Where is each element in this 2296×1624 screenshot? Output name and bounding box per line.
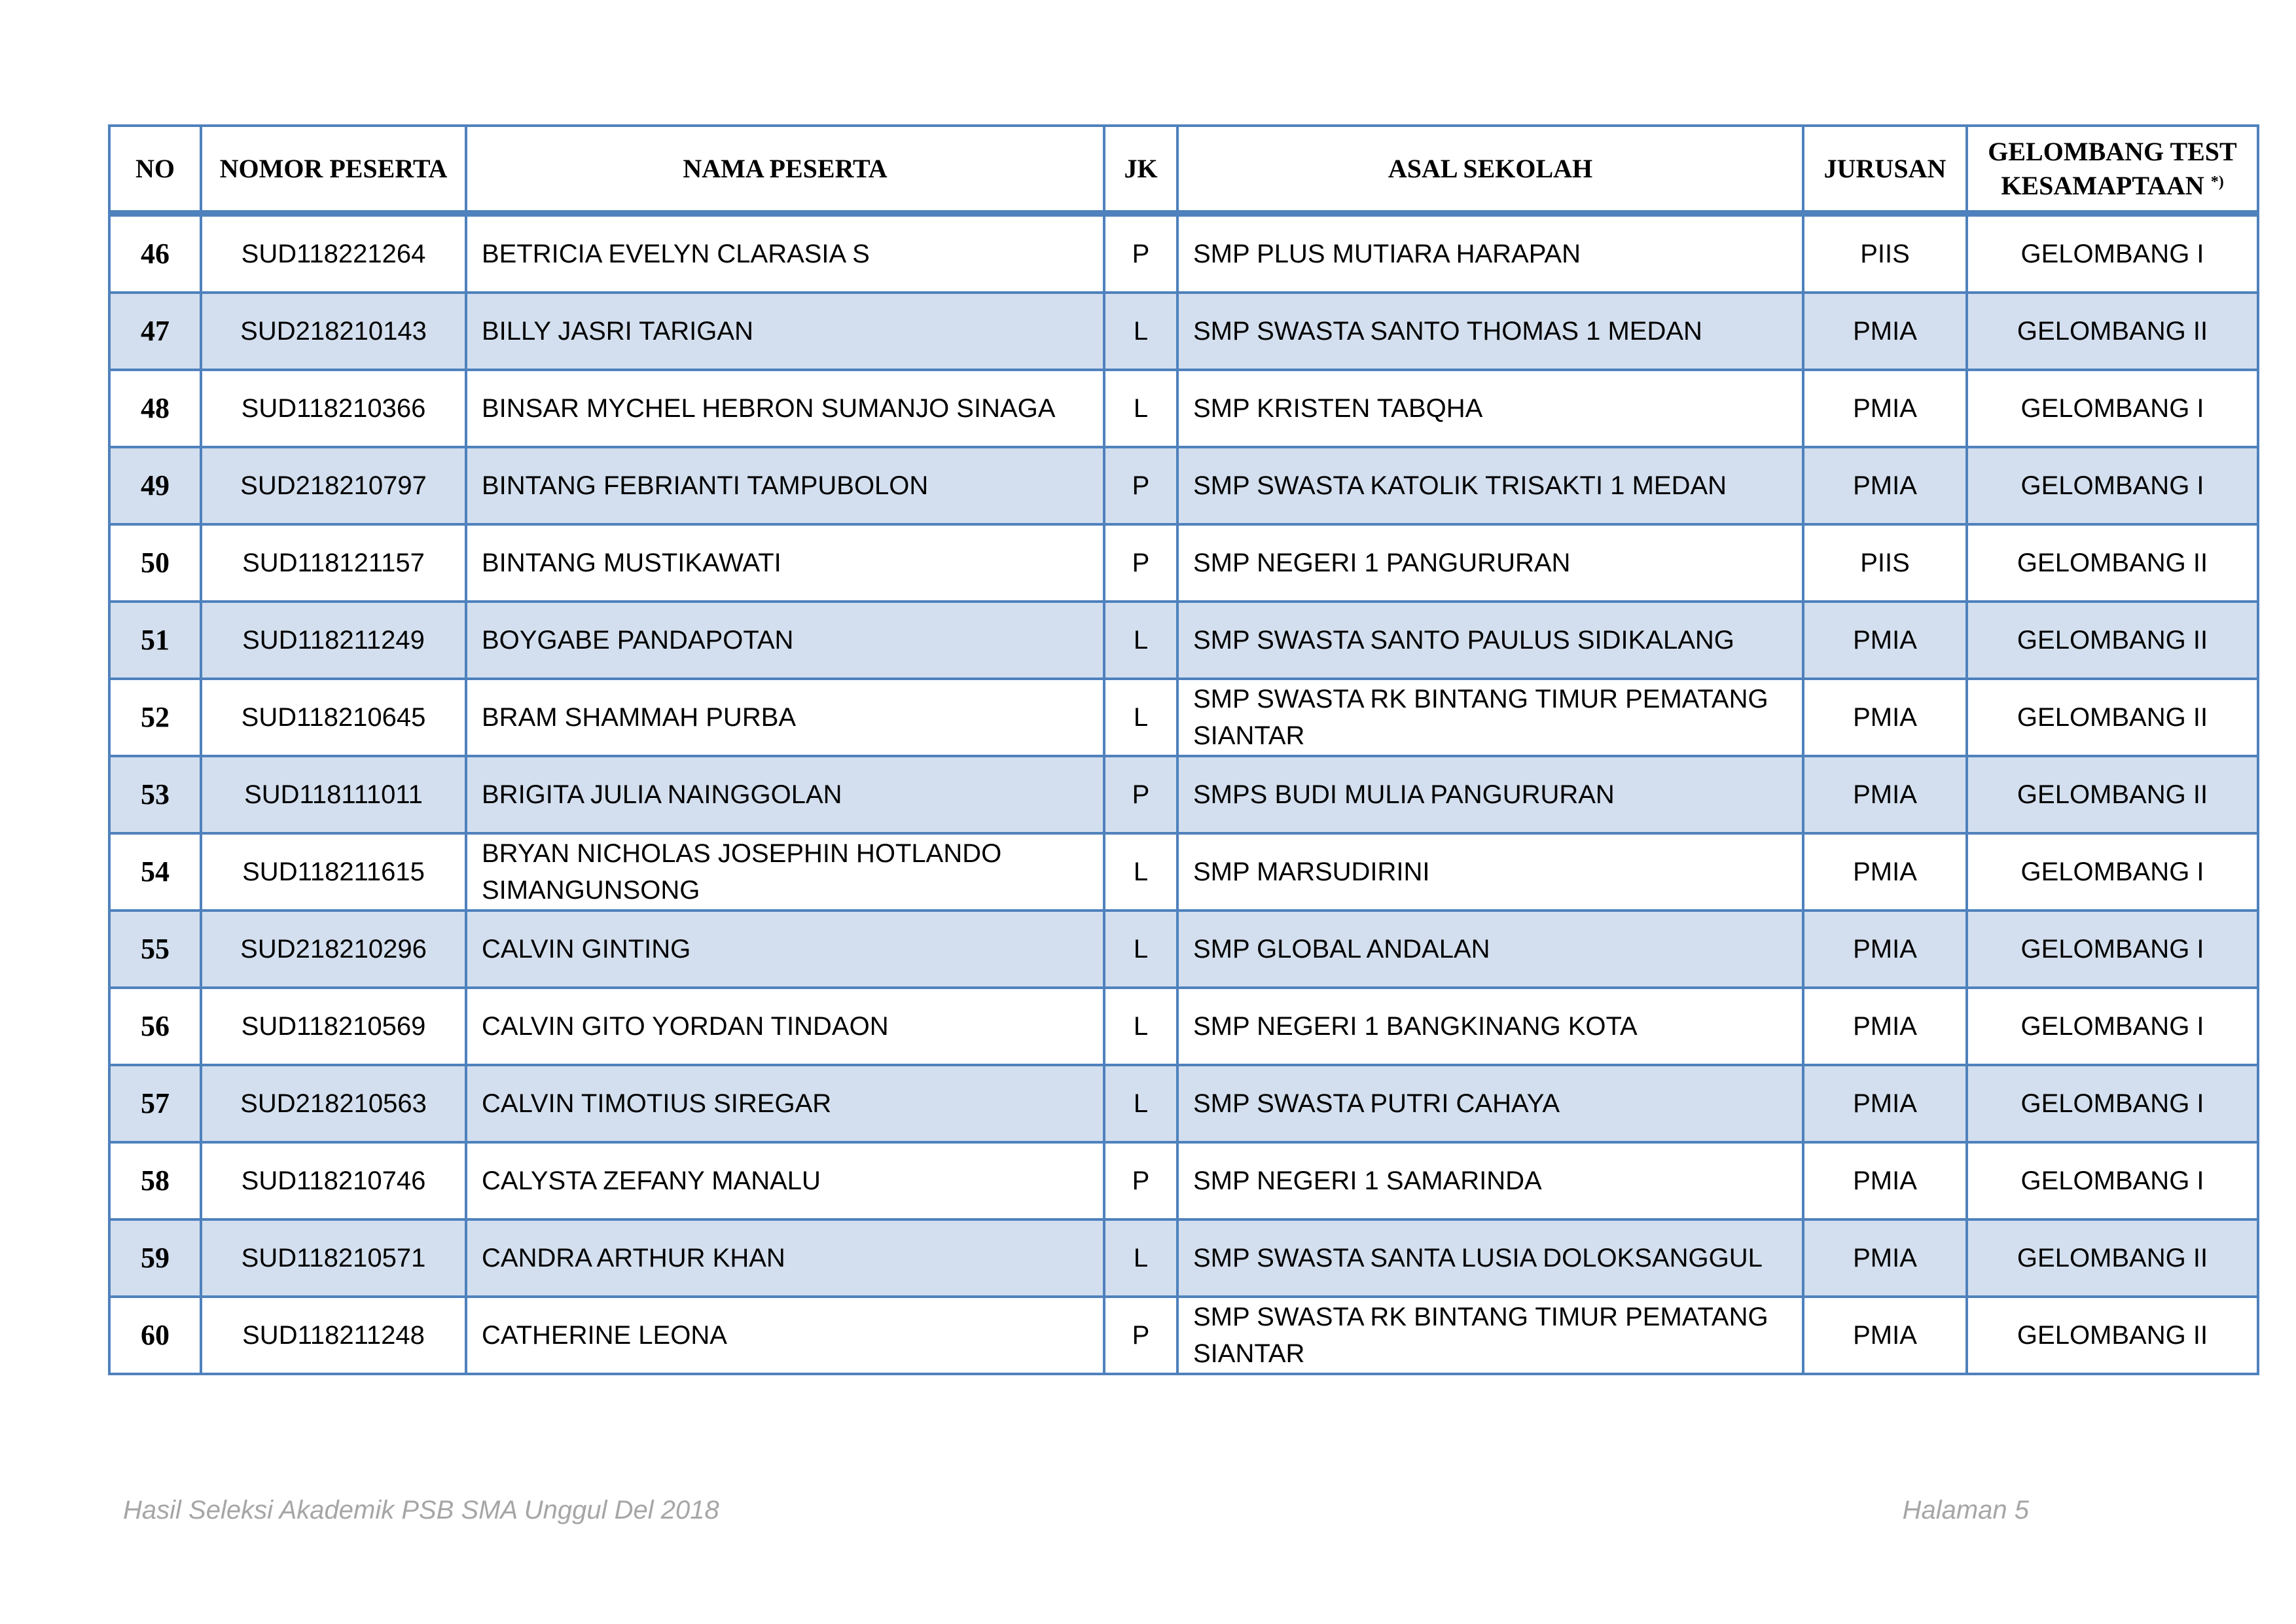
cell-nomor-peserta: SUD118210645 <box>201 679 466 756</box>
cell-jurusan: PMIA <box>1803 1297 1967 1374</box>
table-row <box>109 756 2258 833</box>
cell-asal-sekolah: SMP NEGERI 1 SAMARINDA <box>1177 1142 1803 1219</box>
cell-no: 51 <box>109 602 201 679</box>
cell-nomor-peserta: SUD118211248 <box>201 1297 466 1374</box>
header-gelombang-label: GELOMBANG TEST KESAMAPTAAN <box>1988 136 2237 200</box>
cell-no: 46 <box>109 213 201 293</box>
table-row <box>109 833 2258 911</box>
cell-no: 47 <box>109 293 201 370</box>
table-row <box>109 1065 2258 1142</box>
table-body <box>109 213 2258 1374</box>
cell-nama-peserta: BRAM SHAMMAH PURBA <box>466 679 1104 756</box>
header-asal-sekolah: ASAL SEKOLAH <box>1177 126 1803 213</box>
cell-asal-sekolah: SMP NEGERI 1 PANGURURAN <box>1177 524 1803 602</box>
table-row <box>109 1142 2258 1219</box>
cell-jk: P <box>1104 524 1177 602</box>
cell-nama-peserta: BETRICIA EVELYN CLARASIA S <box>466 213 1104 293</box>
cell-jurusan: PIIS <box>1803 524 1967 602</box>
table-row <box>109 602 2258 679</box>
table-header <box>109 126 2258 213</box>
cell-asal-sekolah: SMP SWASTA RK BINTANG TIMUR PEMATANG SIANTAR <box>1177 1297 1803 1374</box>
cell-jurusan: PMIA <box>1803 911 1967 988</box>
cell-asal-sekolah: SMP MARSUDIRINI <box>1177 833 1803 911</box>
table-row <box>109 1219 2258 1297</box>
cell-nama-peserta: CATHERINE LEONA <box>466 1297 1104 1374</box>
cell-no: 60 <box>109 1297 201 1374</box>
cell-gelombang: GELOMBANG I <box>1967 911 2258 988</box>
cell-nomor-peserta: SUD118211249 <box>201 602 466 679</box>
cell-gelombang: GELOMBANG II <box>1967 602 2258 679</box>
cell-jk: P <box>1104 756 1177 833</box>
cell-gelombang: GELOMBANG I <box>1967 213 2258 293</box>
cell-nama-peserta: BINTANG FEBRIANTI TAMPUBOLON <box>466 447 1104 524</box>
cell-asal-sekolah: SMPS BUDI MULIA PANGURURAN <box>1177 756 1803 833</box>
cell-nama-peserta: BOYGABE PANDAPOTAN <box>466 602 1104 679</box>
header-gelombang-footnote-mark: *) <box>2210 173 2224 190</box>
table-row <box>109 293 2258 370</box>
cell-no: 48 <box>109 370 201 447</box>
cell-nama-peserta: CALVIN TIMOTIUS SIREGAR <box>466 1065 1104 1142</box>
footer-document-title: Hasil Seleksi Akademik PSB SMA Unggul Del 2018 <box>123 1496 719 1525</box>
cell-jk: P <box>1104 213 1177 293</box>
cell-jurusan: PMIA <box>1803 1142 1967 1219</box>
cell-jk: L <box>1104 293 1177 370</box>
cell-jk: L <box>1104 679 1177 756</box>
cell-gelombang: GELOMBANG I <box>1967 833 2258 911</box>
cell-asal-sekolah: SMP SWASTA KATOLIK TRISAKTI 1 MEDAN <box>1177 447 1803 524</box>
cell-asal-sekolah: SMP SWASTA SANTO THOMAS 1 MEDAN <box>1177 293 1803 370</box>
cell-nomor-peserta: SUD118111011 <box>201 756 466 833</box>
cell-jurusan: PMIA <box>1803 1219 1967 1297</box>
cell-jk: P <box>1104 447 1177 524</box>
table-row <box>109 213 2258 293</box>
cell-nomor-peserta: SUD118210571 <box>201 1219 466 1297</box>
cell-no: 50 <box>109 524 201 602</box>
cell-asal-sekolah: SMP KRISTEN TABQHA <box>1177 370 1803 447</box>
cell-nomor-peserta: SUD118210366 <box>201 370 466 447</box>
table-row <box>109 679 2258 756</box>
cell-gelombang: GELOMBANG II <box>1967 679 2258 756</box>
table-row <box>109 1297 2258 1374</box>
cell-jurusan: PMIA <box>1803 833 1967 911</box>
header-nama-peserta: NAMA PESERTA <box>466 126 1104 213</box>
cell-jk: L <box>1104 602 1177 679</box>
cell-nomor-peserta: SUD118221264 <box>201 213 466 293</box>
cell-gelombang: GELOMBANG II <box>1967 1219 2258 1297</box>
cell-nama-peserta: CANDRA ARTHUR KHAN <box>466 1219 1104 1297</box>
cell-jk: P <box>1104 1142 1177 1219</box>
cell-nomor-peserta: SUD218210143 <box>201 293 466 370</box>
table-row <box>109 911 2258 988</box>
cell-asal-sekolah: SMP SWASTA RK BINTANG TIMUR PEMATANG SIANTAR <box>1177 679 1803 756</box>
table-row <box>109 524 2258 602</box>
cell-nama-peserta: BILLY JASRI TARIGAN <box>466 293 1104 370</box>
table-row <box>109 988 2258 1065</box>
cell-gelombang: GELOMBANG I <box>1967 1065 2258 1142</box>
cell-jurusan: PMIA <box>1803 293 1967 370</box>
footer-page-number: Halaman 5 <box>1902 1496 2029 1525</box>
cell-jk: L <box>1104 1219 1177 1297</box>
cell-asal-sekolah: SMP PLUS MUTIARA HARAPAN <box>1177 213 1803 293</box>
cell-no: 55 <box>109 911 201 988</box>
cell-nama-peserta: CALVIN GITO YORDAN TINDAON <box>466 988 1104 1065</box>
cell-asal-sekolah: SMP GLOBAL ANDALAN <box>1177 911 1803 988</box>
cell-gelombang: GELOMBANG II <box>1967 1297 2258 1374</box>
header-jurusan: JURUSAN <box>1803 126 1967 213</box>
cell-nomor-peserta: SUD118210569 <box>201 988 466 1065</box>
cell-jurusan: PMIA <box>1803 370 1967 447</box>
cell-nomor-peserta: SUD118121157 <box>201 524 466 602</box>
table-row <box>109 370 2258 447</box>
header-row <box>109 126 2258 213</box>
header-no: NO <box>109 126 201 213</box>
cell-gelombang: GELOMBANG II <box>1967 293 2258 370</box>
cell-nama-peserta: BINTANG MUSTIKAWATI <box>466 524 1104 602</box>
cell-asal-sekolah: SMP NEGERI 1 BANGKINANG KOTA <box>1177 988 1803 1065</box>
cell-nomor-peserta: SUD218210797 <box>201 447 466 524</box>
cell-gelombang: GELOMBANG I <box>1967 1142 2258 1219</box>
cell-asal-sekolah: SMP SWASTA SANTA LUSIA DOLOKSANGGUL <box>1177 1219 1803 1297</box>
cell-nama-peserta: BINSAR MYCHEL HEBRON SUMANJO SINAGA <box>466 370 1104 447</box>
cell-gelombang: GELOMBANG I <box>1967 988 2258 1065</box>
cell-gelombang: GELOMBANG I <box>1967 447 2258 524</box>
cell-no: 59 <box>109 1219 201 1297</box>
cell-jurusan: PMIA <box>1803 1065 1967 1142</box>
cell-jk: L <box>1104 1065 1177 1142</box>
cell-jk: L <box>1104 370 1177 447</box>
cell-nomor-peserta: SUD118211615 <box>201 833 466 911</box>
cell-asal-sekolah: SMP SWASTA PUTRI CAHAYA <box>1177 1065 1803 1142</box>
cell-nama-peserta: BRYAN NICHOLAS JOSEPHIN HOTLANDO SIMANGUNSONG <box>466 833 1104 911</box>
cell-jurusan: PMIA <box>1803 602 1967 679</box>
header-jk: JK <box>1104 126 1177 213</box>
cell-nama-peserta: CALVIN GINTING <box>466 911 1104 988</box>
cell-gelombang: GELOMBANG II <box>1967 756 2258 833</box>
cell-asal-sekolah: SMP SWASTA SANTO PAULUS SIDIKALANG <box>1177 602 1803 679</box>
cell-no: 58 <box>109 1142 201 1219</box>
table-row <box>109 447 2258 524</box>
cell-no: 54 <box>109 833 201 911</box>
cell-nomor-peserta: SUD218210563 <box>201 1065 466 1142</box>
cell-jk: L <box>1104 911 1177 988</box>
cell-jk: L <box>1104 833 1177 911</box>
cell-jurusan: PMIA <box>1803 756 1967 833</box>
cell-jk: L <box>1104 988 1177 1065</box>
cell-gelombang: GELOMBANG I <box>1967 370 2258 447</box>
cell-nomor-peserta: SUD218210296 <box>201 911 466 988</box>
cell-jurusan: PMIA <box>1803 988 1967 1065</box>
cell-jk: P <box>1104 1297 1177 1374</box>
cell-no: 53 <box>109 756 201 833</box>
cell-no: 57 <box>109 1065 201 1142</box>
cell-gelombang: GELOMBANG II <box>1967 524 2258 602</box>
cell-no: 56 <box>109 988 201 1065</box>
cell-no: 49 <box>109 447 201 524</box>
header-nomor-peserta: NOMOR PESERTA <box>201 126 466 213</box>
cell-jurusan: PMIA <box>1803 447 1967 524</box>
cell-no: 52 <box>109 679 201 756</box>
header-gelombang-test <box>1967 126 2258 213</box>
cell-nomor-peserta: SUD118210746 <box>201 1142 466 1219</box>
cell-nama-peserta: CALYSTA ZEFANY MANALU <box>466 1142 1104 1219</box>
cell-nama-peserta: BRIGITA JULIA NAINGGOLAN <box>466 756 1104 833</box>
results-table <box>108 124 2259 1375</box>
cell-jurusan: PMIA <box>1803 679 1967 756</box>
cell-jurusan: PIIS <box>1803 213 1967 293</box>
